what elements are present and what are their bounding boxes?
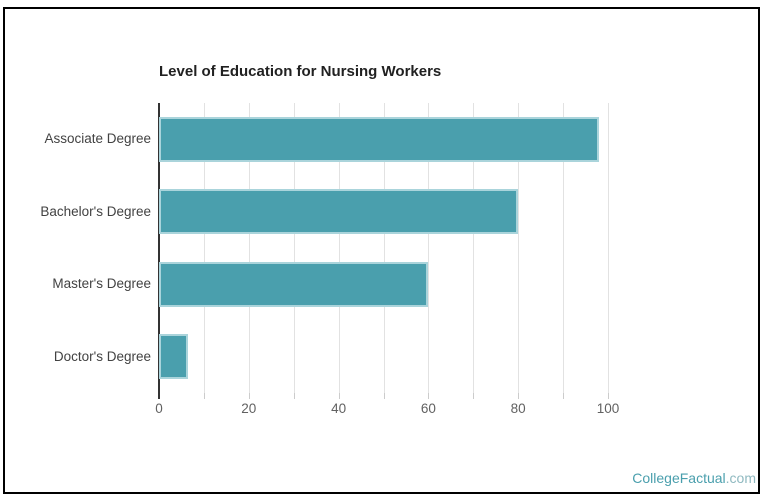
- plot-area: [159, 103, 608, 393]
- x-axis-tick: [204, 393, 205, 399]
- x-axis-tick: [294, 393, 295, 399]
- x-axis-tick-label: 0: [155, 401, 163, 416]
- x-axis-tick-label: 100: [596, 401, 620, 416]
- x-axis-tick: [563, 393, 564, 399]
- y-axis-label: Bachelor's Degree: [40, 203, 151, 219]
- watermark-site: CollegeFactual: [632, 470, 726, 486]
- x-axis-tick: [518, 393, 519, 399]
- x-axis-tick: [384, 393, 385, 399]
- bar[interactable]: [159, 189, 518, 234]
- watermark-link[interactable]: [632, 470, 756, 486]
- x-axis-tick-label: 60: [420, 401, 436, 416]
- y-axis-label: Master's Degree: [52, 276, 151, 292]
- y-axis-label: Doctor's Degree: [53, 348, 151, 364]
- x-axis-tick: [608, 393, 609, 399]
- x-axis-tick: [158, 393, 160, 399]
- x-axis-tick-label: 20: [241, 401, 257, 416]
- x-axis-tick: [473, 393, 474, 399]
- gridline: [608, 103, 609, 393]
- bar[interactable]: [159, 334, 188, 379]
- watermark-domain: .com: [725, 470, 756, 486]
- x-axis-tick: [339, 393, 340, 399]
- y-axis-label: Associate Degree: [44, 131, 151, 147]
- bar[interactable]: [159, 117, 599, 162]
- bar[interactable]: [159, 262, 428, 307]
- x-axis-tick-label: 40: [331, 401, 347, 416]
- x-axis-tick-label: 80: [510, 401, 526, 416]
- x-axis-tick: [249, 393, 250, 399]
- x-axis-tick: [428, 393, 429, 399]
- chart-title: Level of Education for Nursing Workers: [159, 63, 442, 80]
